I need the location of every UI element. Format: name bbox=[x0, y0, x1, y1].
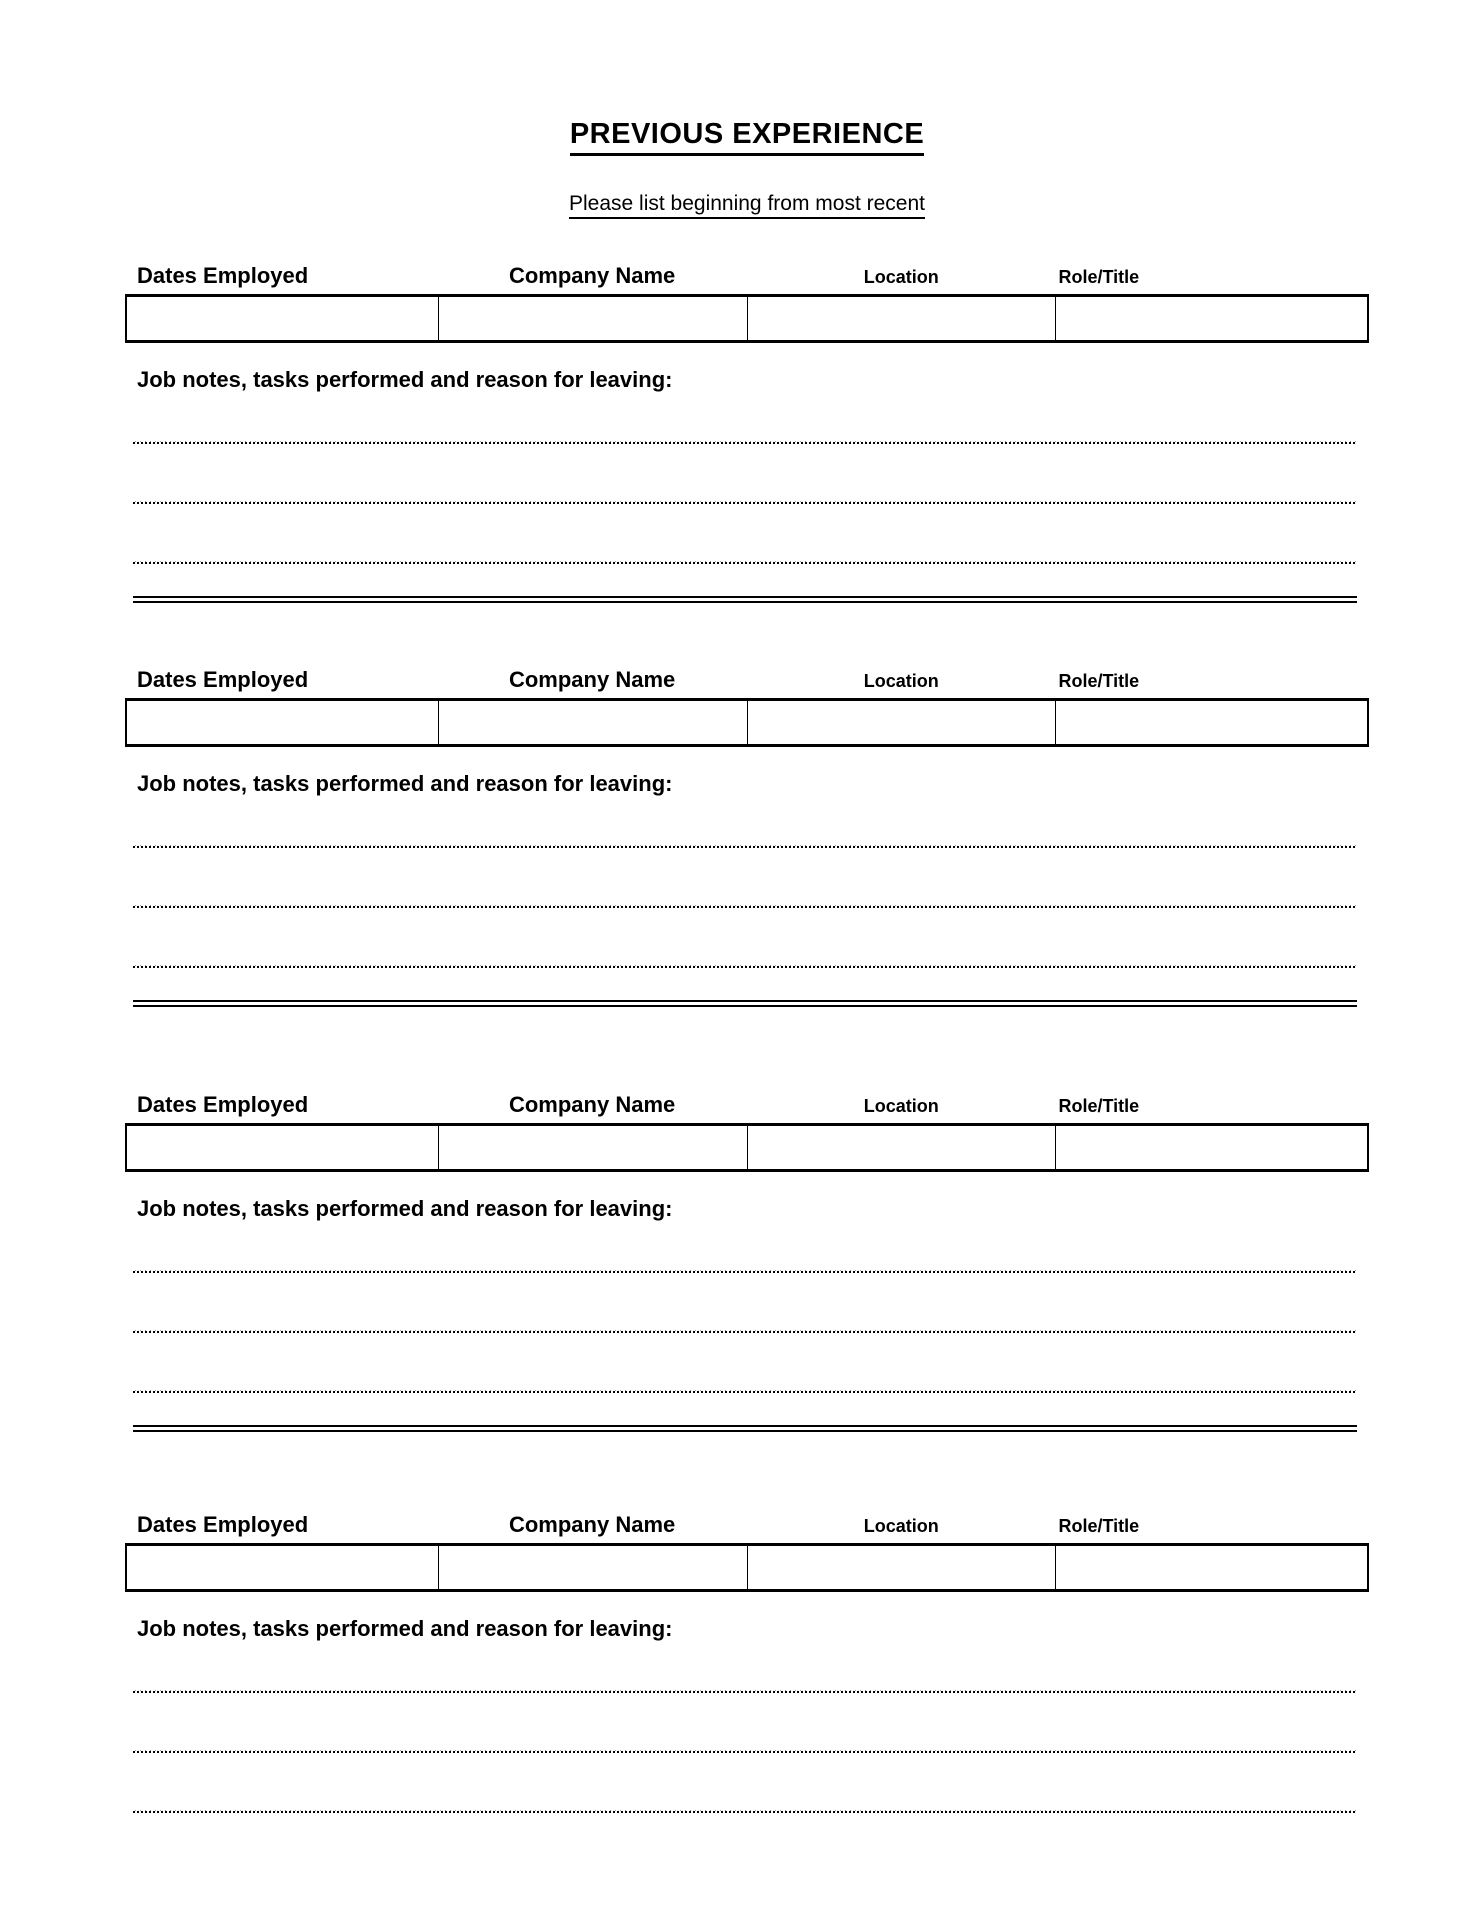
note-line[interactable] bbox=[133, 1390, 1357, 1393]
note-line[interactable] bbox=[133, 965, 1357, 968]
table-cell-company-name bbox=[438, 297, 747, 340]
note-line[interactable] bbox=[133, 1270, 1357, 1273]
job-notes-label: Job notes, tasks performed and reason for leaving: bbox=[137, 1196, 673, 1221]
note-line[interactable] bbox=[133, 1810, 1357, 1813]
company-name-input[interactable] bbox=[439, 1546, 747, 1589]
column-header-company-name: Company Name bbox=[508, 263, 676, 288]
table-cell-role-title bbox=[1055, 701, 1367, 744]
dates-employed-input[interactable] bbox=[127, 297, 438, 340]
location-input[interactable] bbox=[748, 1546, 1055, 1589]
column-header-dates-employed: Dates Employed bbox=[137, 263, 309, 288]
column-headers bbox=[125, 263, 1369, 289]
note-line[interactable] bbox=[133, 1690, 1357, 1693]
column-header-company-name: Company Name bbox=[508, 1512, 676, 1537]
dates-employed-input[interactable] bbox=[127, 1126, 438, 1169]
section-divider bbox=[133, 1000, 1357, 1007]
role-title-input[interactable] bbox=[1056, 701, 1367, 744]
column-header-location: Location bbox=[863, 267, 939, 287]
role-title-input[interactable] bbox=[1056, 1126, 1367, 1169]
table-cell-location bbox=[747, 1126, 1055, 1169]
column-header-location: Location bbox=[863, 1096, 939, 1116]
location-input[interactable] bbox=[748, 1126, 1055, 1169]
dates-employed-input[interactable] bbox=[127, 701, 438, 744]
column-headers bbox=[125, 1092, 1369, 1118]
location-input[interactable] bbox=[748, 297, 1055, 340]
experience-section-3 bbox=[125, 1092, 1369, 1432]
table-cell-role-title bbox=[1055, 297, 1367, 340]
column-header-company-name: Company Name bbox=[508, 667, 676, 692]
column-headers bbox=[125, 1512, 1369, 1538]
note-line[interactable] bbox=[133, 845, 1357, 848]
column-header-dates-employed: Dates Employed bbox=[137, 1092, 309, 1117]
column-header-role-title: Role/Title bbox=[1058, 267, 1140, 287]
experience-table-row bbox=[125, 1543, 1369, 1592]
role-title-input[interactable] bbox=[1056, 1546, 1367, 1589]
table-cell-dates-employed bbox=[127, 1126, 438, 1169]
column-header-role-title: Role/Title bbox=[1058, 1516, 1140, 1536]
experience-table-row bbox=[125, 698, 1369, 747]
role-title-input[interactable] bbox=[1056, 297, 1367, 340]
page-title: PREVIOUS EXPERIENCE bbox=[570, 118, 924, 156]
table-cell-location bbox=[747, 701, 1055, 744]
location-input[interactable] bbox=[748, 701, 1055, 744]
experience-section-2 bbox=[125, 667, 1369, 1007]
column-header-company-name: Company Name bbox=[508, 1092, 676, 1117]
job-notes-label: Job notes, tasks performed and reason for leaving: bbox=[137, 1616, 673, 1641]
section-divider bbox=[133, 596, 1357, 603]
column-header-dates-employed: Dates Employed bbox=[137, 667, 309, 692]
company-name-input[interactable] bbox=[439, 701, 747, 744]
section-divider bbox=[133, 1425, 1357, 1432]
column-headers bbox=[125, 667, 1369, 693]
table-cell-location bbox=[747, 297, 1055, 340]
dates-employed-input[interactable] bbox=[127, 1546, 438, 1589]
table-cell-company-name bbox=[438, 1546, 747, 1589]
note-line[interactable] bbox=[133, 501, 1357, 504]
column-header-location: Location bbox=[863, 671, 939, 691]
experience-section-1 bbox=[125, 263, 1369, 603]
job-notes-label: Job notes, tasks performed and reason for leaving: bbox=[137, 771, 673, 796]
note-line[interactable] bbox=[133, 561, 1357, 564]
column-header-dates-employed: Dates Employed bbox=[137, 1512, 309, 1537]
experience-table-row bbox=[125, 294, 1369, 343]
table-cell-role-title bbox=[1055, 1126, 1367, 1169]
experience-table-row bbox=[125, 1123, 1369, 1172]
table-cell-dates-employed bbox=[127, 1546, 438, 1589]
note-line[interactable] bbox=[133, 1750, 1357, 1753]
column-header-location: Location bbox=[863, 1516, 939, 1536]
table-cell-dates-employed bbox=[127, 701, 438, 744]
column-header-role-title: Role/Title bbox=[1058, 671, 1140, 691]
page-subtitle: Please list beginning from most recent bbox=[569, 192, 925, 219]
company-name-input[interactable] bbox=[439, 297, 747, 340]
column-header-role-title: Role/Title bbox=[1058, 1096, 1140, 1116]
note-line[interactable] bbox=[133, 1330, 1357, 1333]
table-cell-company-name bbox=[438, 1126, 747, 1169]
experience-section-4 bbox=[125, 1512, 1369, 1813]
job-notes-label: Job notes, tasks performed and reason for leaving: bbox=[137, 367, 673, 392]
table-cell-location bbox=[747, 1546, 1055, 1589]
note-line[interactable] bbox=[133, 441, 1357, 444]
table-cell-company-name bbox=[438, 701, 747, 744]
table-cell-dates-employed bbox=[127, 297, 438, 340]
note-line[interactable] bbox=[133, 905, 1357, 908]
table-cell-role-title bbox=[1055, 1546, 1367, 1589]
company-name-input[interactable] bbox=[439, 1126, 747, 1169]
